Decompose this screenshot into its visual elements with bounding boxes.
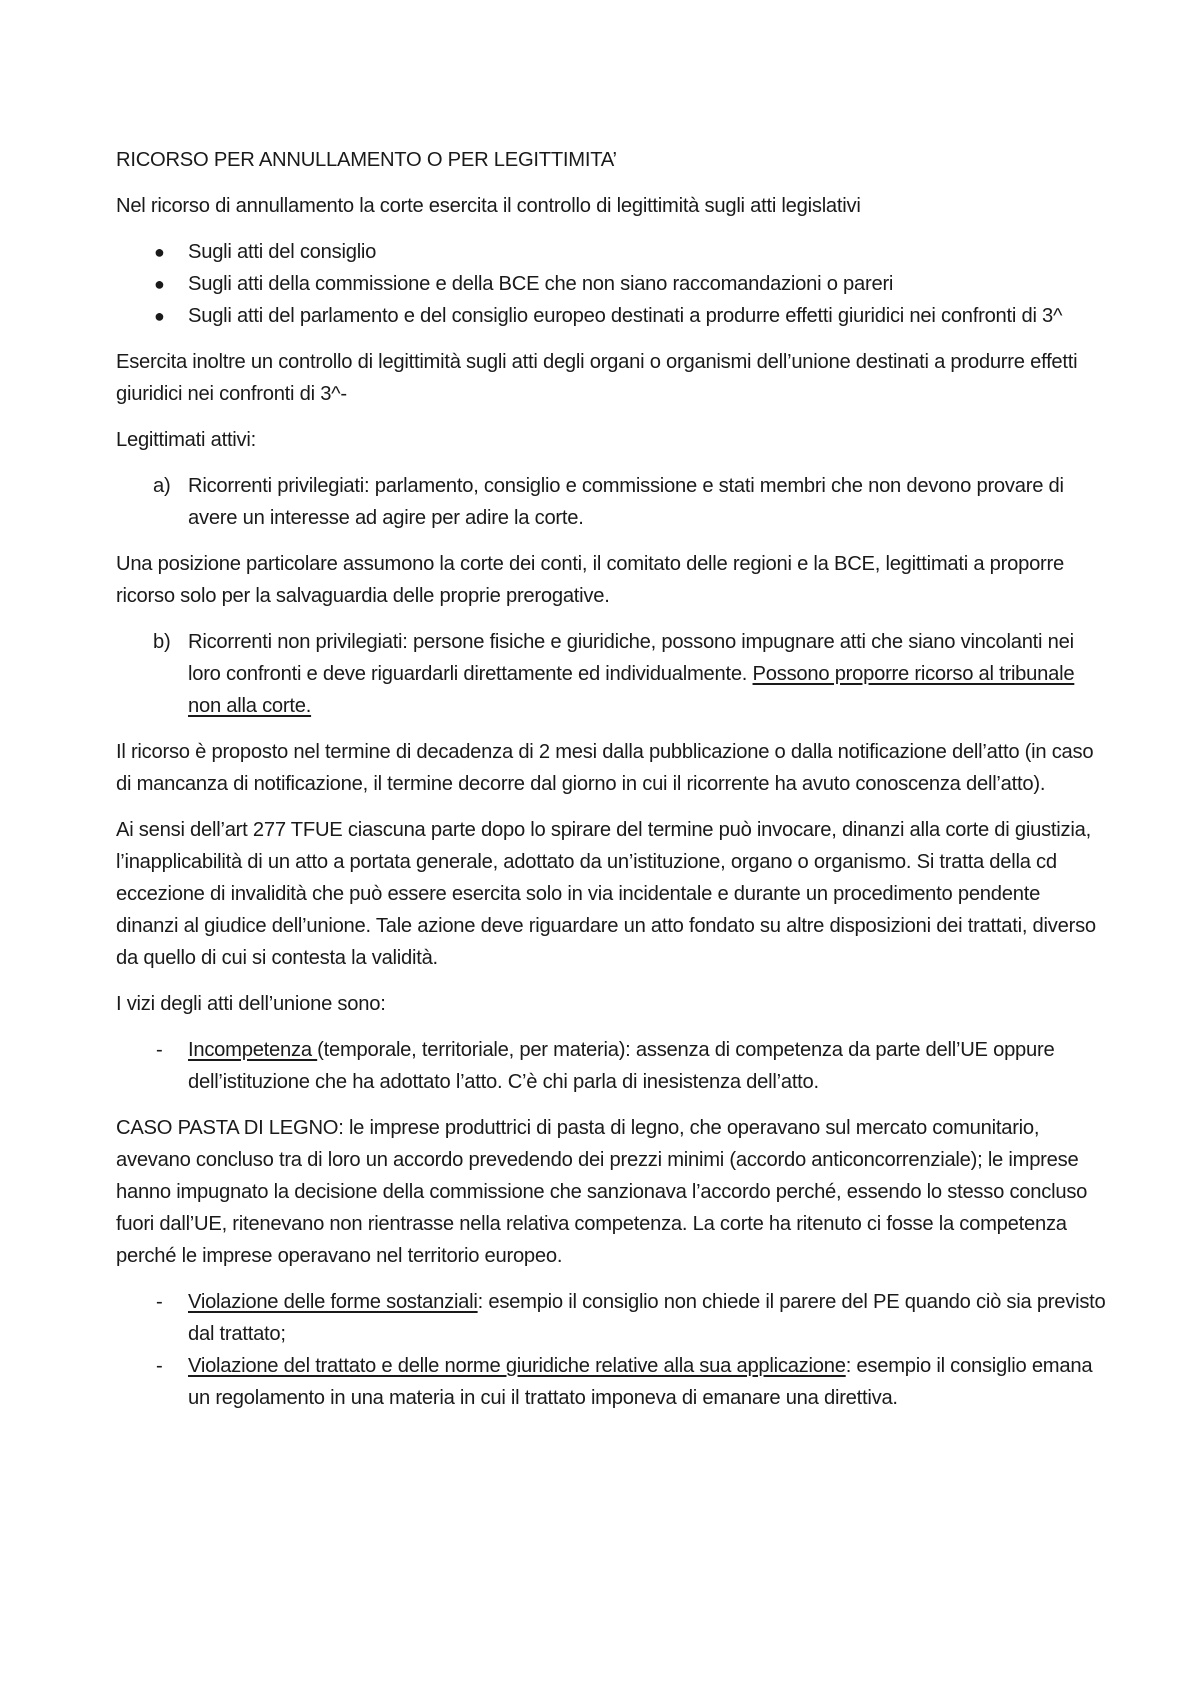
lettered-list-a bbox=[116, 470, 1106, 534]
bullet-list bbox=[116, 236, 1106, 332]
list-item-text: : esempio il consiglio emana un regolamento in una materia in cui il trattato imponeva di emanare una direttiva. bbox=[188, 1355, 1093, 1409]
list-item-text: Ricorrenti privilegiati: parlamento, consiglio e commissione e stati membri che non devono provare di avere un interesse ad agire per adire la corte. bbox=[188, 475, 1064, 529]
paragraph-art277: Ai sensi dell’art 277 TFUE ciascuna parte dopo lo spirare del termine può invocare, dinanzi alla corte di giustizia, l’inapplicabilità di un atto a portata generale, adottato da un’istituzione, organo o organismo. Si tratta della cd eccezione di invalidità che può essere esercita solo in via incidentale e durante un procedimento pendente dinanzi al giudice dell’unione. Tale azione deve riguardare un atto fondato su altre disposizioni dei trattati, diverso da quello di cui si contesta la validità. bbox=[116, 819, 1096, 969]
dash-marker: - bbox=[156, 1291, 163, 1313]
list-item bbox=[116, 1350, 1106, 1414]
lettered-list-b bbox=[116, 626, 1106, 722]
underlined-text: Violazione del trattato e delle norme giuridiche relative alla sua applicazione bbox=[188, 1355, 846, 1377]
list-item-text: : esempio il consiglio non chiede il parere del PE quando ciò sia previsto dal trattato; bbox=[188, 1291, 1106, 1345]
dash-list-vizi-2 bbox=[116, 1286, 1106, 1414]
dash-list-vizi bbox=[116, 1034, 1106, 1098]
bullet-icon: ● bbox=[154, 306, 165, 326]
paragraph-posizione: Una posizione particolare assumono la corte dei conti, il comitato delle regioni e la BCE, legittimati a proporre ricorso solo per la salvaguardia delle proprie prerogative. bbox=[116, 553, 1064, 607]
list-item bbox=[116, 268, 1106, 300]
list-item-text: Sugli atti del consiglio bbox=[188, 241, 377, 263]
list-item bbox=[116, 1034, 1106, 1098]
paragraph-caso: CASO PASTA DI LEGNO: le imprese produttrici di pasta di legno, che operavano sul mercato comunitario, avevano concluso tra di loro un accordo prevedendo dei prezzi minimi (accordo anticoncorrenziale); le imprese hanno impugnato la decisione della commissione che sanzionava l’accordo perché, essendo lo stesso concluso fuori dall’UE, ritenevano non rientrasse nella relativa competenza. La corte ha ritenuto ci fosse la competenza perché le imprese operavano nel territorio europeo. bbox=[116, 1117, 1088, 1267]
bullet-icon: ● bbox=[154, 274, 165, 294]
bullet-icon: ● bbox=[154, 242, 165, 262]
list-item-text: Ricorrenti non privilegiati: persone fisiche e giuridiche, possono impugnare atti che siano vincolanti nei loro confronti e deve riguardarli direttamente ed individualmente. bbox=[188, 631, 1074, 685]
dash-marker: - bbox=[156, 1039, 163, 1061]
list-item-text: (temporale, territoriale, per materia): assenza di competenza da parte dell’UE oppure dell’istituzione che ha adottato l’atto. C’è chi parla di inesistenza dell’atto. bbox=[188, 1039, 1055, 1093]
list-item bbox=[116, 300, 1106, 332]
list-item bbox=[116, 1286, 1106, 1350]
list-marker: b) bbox=[153, 631, 171, 653]
paragraph-inoltre: Esercita inoltre un controllo di legittimità sugli atti degli organi o organismi dell’unione destinati a produrre effetti giuridici nei confronti di 3^- bbox=[116, 351, 1078, 405]
list-item-text: Sugli atti della commissione e della BCE che non siano raccomandazioni o pareri bbox=[188, 273, 894, 295]
document-body bbox=[116, 144, 1106, 1428]
paragraph-vizi: I vizi degli atti dell’unione sono: bbox=[116, 993, 386, 1015]
list-item bbox=[116, 626, 1106, 722]
paragraph-legittimati: Legittimati attivi: bbox=[116, 429, 256, 451]
paragraph-termine: Il ricorso è proposto nel termine di decadenza di 2 mesi dalla pubblicazione o dalla notificazione dell’atto (in caso di mancanza di notificazione, il termine decorre dal giorno in cui il ricorrente ha avuto conoscenza dell’atto). bbox=[116, 741, 1094, 795]
underlined-text: Incompetenza bbox=[188, 1039, 318, 1061]
list-marker: a) bbox=[153, 475, 171, 497]
list-item bbox=[116, 236, 1106, 268]
underlined-text: Possono proporre ricorso al tribunale non alla corte. bbox=[188, 663, 1075, 717]
list-item bbox=[116, 470, 1106, 534]
underlined-text: Violazione delle forme sostanziali bbox=[188, 1291, 478, 1313]
dash-marker: - bbox=[156, 1355, 163, 1377]
document-title: RICORSO PER ANNULLAMENTO O PER LEGITTIMITA’ bbox=[116, 149, 617, 171]
list-item-text: Sugli atti del parlamento e del consiglio europeo destinati a produrre effetti giuridici nei confronti di 3^ bbox=[188, 305, 1063, 327]
paragraph-intro: Nel ricorso di annullamento la corte esercita il controllo di legittimità sugli atti legislativi bbox=[116, 195, 861, 217]
